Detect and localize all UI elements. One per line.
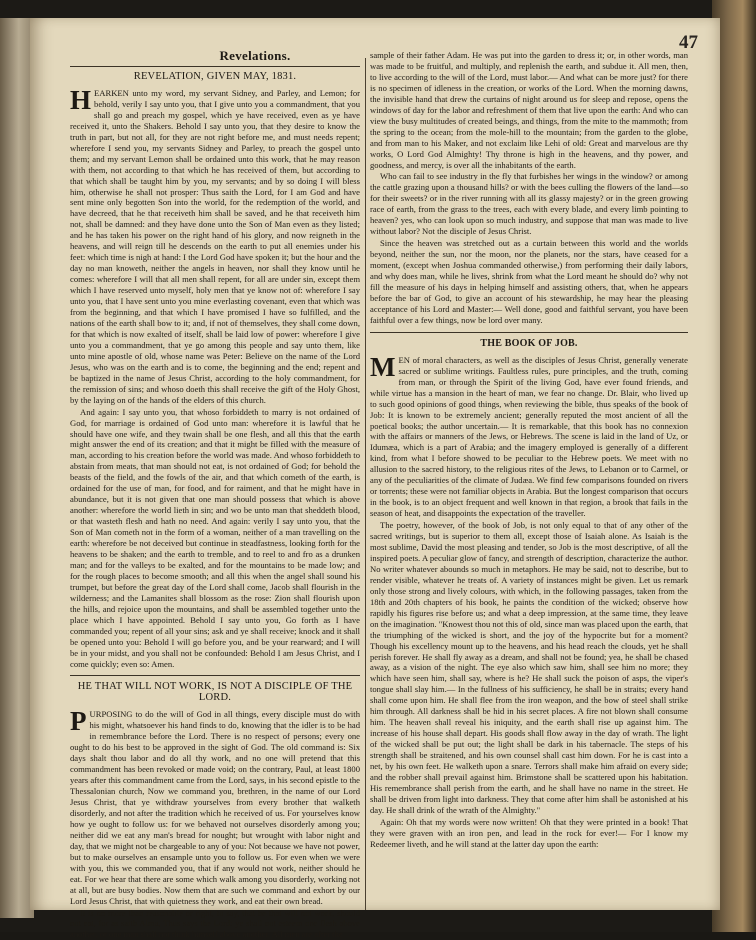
work-title: HE THAT WILL NOT WORK, IS NOT A DISCIPLE OF THE LORD. <box>77 681 353 704</box>
job-dropcap: M <box>370 351 396 382</box>
section-divider <box>70 675 360 676</box>
work-paragraph-1: PURPOSING to do the will of God in all things, every disciple must do with his might, whatsoever his hand finds to do, knowing that the idler is to be had in remembrance before the Lord. There is no respect of persons; every one ought to do his best to be approved in the sight of God. The old command is: Six days shalt thou labor and do all thy work, and no one will pretend that this commandment has been revoked or made void; on the contrary, Paul, at least 1800 years after this commandment came from the Lord, says, in his second epistle to the Thessalonian church, Now we command you, brethren, in the name of our Lord Jesus Christ, that ye withdraw yourselves from every brother that walketh disorderly, and not after the tradition which he received of us. For yourselves know how ye ought to follow us: for we behaved not ourselves disorderly among you; neither did we eat any man's bread for nought; but wrought with labor night and day, that we might not be chargeable to any of you: Not because we have not power, but to make ourselves an ensample unto you to follow us. For even when we were with you, this we commanded you, that if any would not work, neither should he eat. For we hear that there are some which walk among you disorderly, working not at all, but are busy bodies. Now them that are such we command and exhort by our Lord Jesus Christ, that with quietness they work, and eat their own bread. <box>70 706 360 906</box>
section-divider <box>370 332 688 333</box>
revelation-dropcap: H <box>70 84 92 115</box>
work-paragraph-2: It is no more than reasonable or right, to say, that he that will not work, should not eat, for as saith Alma, Thus says the Lord: ye shall not esteem one flesh above another, or one man shall not think himself above another. All men are after the <box>70 907 360 940</box>
page-47 <box>30 18 720 940</box>
job-paragraph-1: MEN of moral characters, as well as the disciples of Jesus Christ, generally venerate sacred or sublime writings. Faultless rules, pure principles, and the truth, coming from man, or through the Spirit of the living God, have ever found friends, and while virtue has a mansion in the heart of man, we fear no change. Dr. Blair, who lived up to such good opinions of good things, when reviewing the bible, thus speaks of the book of Job: It is known to be extremely ancient; generally reputed the most ancient of all the poetical books; the author uncertain.— It is remarkable, that this book has no connexion with the affairs or manners of the Jews, or Hebrews. The scene is laid in the land of Uz, or Idumæa, which is a part of Arabia; and the imagery employed is generally of a different kind, from what I before showed to be peculiar to the Hebrew poets. We meet with no allusion to the sacred history, to the religious rites of the Jews, to Lebanon or to Carmel, or any of the peculiarities of the climate of Judæa. We find few comparisons founded on rivers or torrents; these were not familiar objects in Arabia. But the longest comparison that occurs in the book, is to an object frequent and well known in that region, a brook that fails in the season of heat, and disappoints the expectation of the traveller. <box>370 351 688 519</box>
column-rule <box>365 58 366 910</box>
work-continued-paragraph-2: Who can fail to see industry in the fly that furbishes her wings in the window? or among the cattle grazing upon a thousand hills? or with the bees culling the flowers of the land—so for their sweets? or in the river running with all its glassy majesty? or in the green growing race of earth, from the grass to the trees, each with every blade, and every limb pointing to heaven? yes, who can look upon so much industry, and suppose that man was made to live without labor? Not the disciple of Jesus Christ. <box>370 171 688 237</box>
revelation-paragraph-1: HEARKEN unto my word, my servant Sidney, and Parley, and Lemon; for behold, verily I say unto you, that I give unto you a commandment, that you shall go and preach my gospel, which ye have received, even as ye have received it, unto the Shakers. Behold I say unto you, that they desire to know the truth in part, but not all, for they are not right before me, and must needs repent; wherefore I send you, my servants Sidney and Parley, to preach the gospel unto them; and my servant Lemon shall be ordained unto this work, that he may reason with them, not according to that which he has received of them, but according to that which shall be taught him by you, my servants; and by so doing I will bless him, otherwise he shall not prosper: Thus saith the Lord, for I am God and have sent mine only begotten Son into the world, for the redemption of the world, and have decreed, that he that receiveth him shall be saved, and he that receiveth him not, shall be damned: and they have done unto the Son of Man even as they listed; and he has taken his power on the right hand of his glory, and now reigneth in the heavens, and will reign till he descends on the earth to put all enemies under his feet: which time is nigh at hand: I the Lord God have spoken it; but the hour and the day no man knoweth, neither the angels in heaven, nor shall they know until he comes: wherefore I will that all men shall repent, for all are under sin, except them which I have reserved unto myself, holy men that ye know not of: wherefore I say unto you, that I have sent unto you mine everlasting covenant, even that which was from the beginning, and that which I have promised I have so fulfilled, and the nations of the earth shall bow to it; and, if not of themselves, they shall come down, for that which is now exalted of itself, shall be laid low of power: wherefore I give unto you a commandment, that ye go among this people and say unto them, like unto mine apostle of old, whose name was Peter: Believe on the name of the Lord Jesus, who was on the earth and is to come, the beginning and the end; repent and be baptized in the name of Jesus Christ, according to the holy commandment, for the remission of sins; and whoso doeth this shall receive the gift of the Holy Ghost, by the laying on of the hands of the elders of this church. <box>70 84 360 405</box>
work-continued-paragraph-3: Since the heaven was stretched out as a curtain between this world and the worlds beyond, neither the sun, nor the moon, nor the planets, nor the stars, have ceased for a moment, (except when Joshua commanded otherwise,) from performing their daily labors, and why does man, while he lives, shrink from what the Lord meant he should do? why not fill the measure of his days in helping himself and assisting others, that, when he appears before the bar of God, to give an account of his stewardship, he may hear the pleasing acceptance of his Lord and Master:— Well done, good and faithful servant, you have been faithful over a few things, now be lord over many. <box>370 238 688 325</box>
right-column <box>370 50 688 908</box>
job-paragraph-2: The poetry, however, of the book of Job, is not only equal to that of any other of the sacred writings, but is superior to them all, except those of Isaiah alone. As Isaiah is the most sublime, David the most pleasing and tender, so Job is the most descriptive, of all the inspired poets. A peculiar glow of fancy, and strength of description, characterize the author. No writer whatever abounds so much in metaphors. He may be said, not to describe, but to render visible, whatever he treats of. A variety of instances might be given. Let us remark only those strong and lively colours, with which, in the following passages, taken from the 18th and 20th chapters of his book, he paints the condition of the wicked; observe how rapidly his figures rise before us; and what a deep impression, at the same time, they leave on the imagination. "Knowest thou not this of old, since man was placed upon the earth, that the triumphing of the wicked is short, and the joy of the hypocrite but for a moment? Though his excellency mount up to the heavens, and his head reach the clouds, yet he shall perish forever. He shall fly away as a dream, and shall not be found; yea, he shall be chased away, as a vision of the night. The eye also which saw him, shall see him no more; they which have seen him, shall say, where is he? He shall suck the poison of asps, the viper's tongue shall slay him.— In the fullness of his sufficiency, he shall be in straits; every hand shall come upon him. He shall flee from the iron weapon, and the bow of steel shall strike him through. All darkness shall be hid in his secret places. A fire not blown shall consume him. The heaven shall reveal his iniquity, and the earth shall rise up against him. The increase of his house shall depart. His goods shall flow away in the day of wrath. The light of the wicked shall be put out; the light shall be dark in his tabernacle. The steps of his strength shall be straitened, and his own counsel shall cast him down. For he is cast into a net, by his own feet. He walketh upon a snare. Terrors shall make him afraid on every side; and the robber shall prevail against him. Brimstone shall be scattered upon his habitation. His remembrance shall perish from the earth, and he shall have no name in the street. He shall be driven from light into darkness. They that come after him shall be astonished at his day. He shall drink of the wrath of the Almighty." <box>370 520 688 815</box>
work-dropcap: P <box>70 706 87 737</box>
work-continued-paragraph-1: sample of their father Adam. He was put into the garden to dress it; or, in other words, man was made to be fruitful, and multiply, and replenish the earth, and subdue it. All men, then, to live according to the will of the Lord, must labor.— And what can be more just? for there is no specimen of idleness in the creation, or works of the Lord. When the morning dawns, the invisible hand that drew the curtains of night around us for sleep and repose, opens the windows of day for the labor and refreshment of them that live upon the earth: And who can view the busy multitudes of created beings, and things, from the mite to the mammoth; from the spring to the ocean; from the mole-hill to the mountain; from the garden to the globe, and from man to his Maker, and not exclaim like Lehi of old: Great and marvelous are thy works, O Lord God Almighty! Thy throne is high in the heavens, and thy power, and goodness, and mercy, is over all the inhabitants of the earth. <box>370 50 688 170</box>
revelation-title: REVELATION, GIVEN MAY, 1831. <box>133 71 297 82</box>
left-column <box>70 66 360 940</box>
job-title: THE BOOK OF JOB. <box>480 337 578 349</box>
page-number: 47 <box>679 32 698 53</box>
revelation-paragraph-2: And again: I say unto you, that whoso forbiddeth to marry is not ordained of God, for marriage is ordained of God unto man: wherefore it is lawful that he should have one wife, and they twain shall be one flesh, and all this that the earth might answer the end of its creation; and that it might be filled with the measure of man, according to his creation before the world was made. And whoso forbiddeth to abstain from meats, that man should not eat, is not ordained of God; for behold the beasts of the field, and the fowls of the air, and that which cometh of the earth, is ordained for the use of man, for food, and for raiment, and that he might have in abundance, but it is not given that one man should possess that which is above another: wherefore the world lieth in sin; and wo be unto man that sheddeth blood, or that wasteth flesh and hath no need. And again: verily I say unto you, that the Son of Man cometh not in the form of a woman, neither of a man travelling on the earth: wherefore be not deceived but continue in steadfastness, looking forth for the heavens to be shaken; and the earth to tremble, and to reel to and fro as a drunken man; and for the valleys to be exalted, and for the mountains to be made low; and for the rough places to become smooth; and all this when the angel shall sound his trumpet, but before the great day of the Lord shall come, Jacob shall flourish in the wilderness; and the Lamanites shall blossom as the rose: Zion shall flourish upon the hills, and rejoice upon the mountains, and shall be assembled together unto the place which I have appointed. Behold I say unto you, Go forth as I have commanded you; repent of all your sins; ask and ye shall receive; knock and it shall be opened unto you: Behold I will go before you, and be your rearward; and I will be in your midst, and you shall not be confounded: Behold I am Jesus Christ, and I come quickly; even so: Amen. <box>70 406 360 669</box>
previous-page-edge <box>0 18 34 918</box>
job-paragraph-3: Again: Oh that my words were now written! Oh that they were printed in a book! That they were graven with an iron pen, and lead in the rock for ever!— For I know my Redeemer liveth, and he will stand at the latter day upon the earth: <box>370 816 688 849</box>
running-head: Revelations. <box>219 48 291 63</box>
